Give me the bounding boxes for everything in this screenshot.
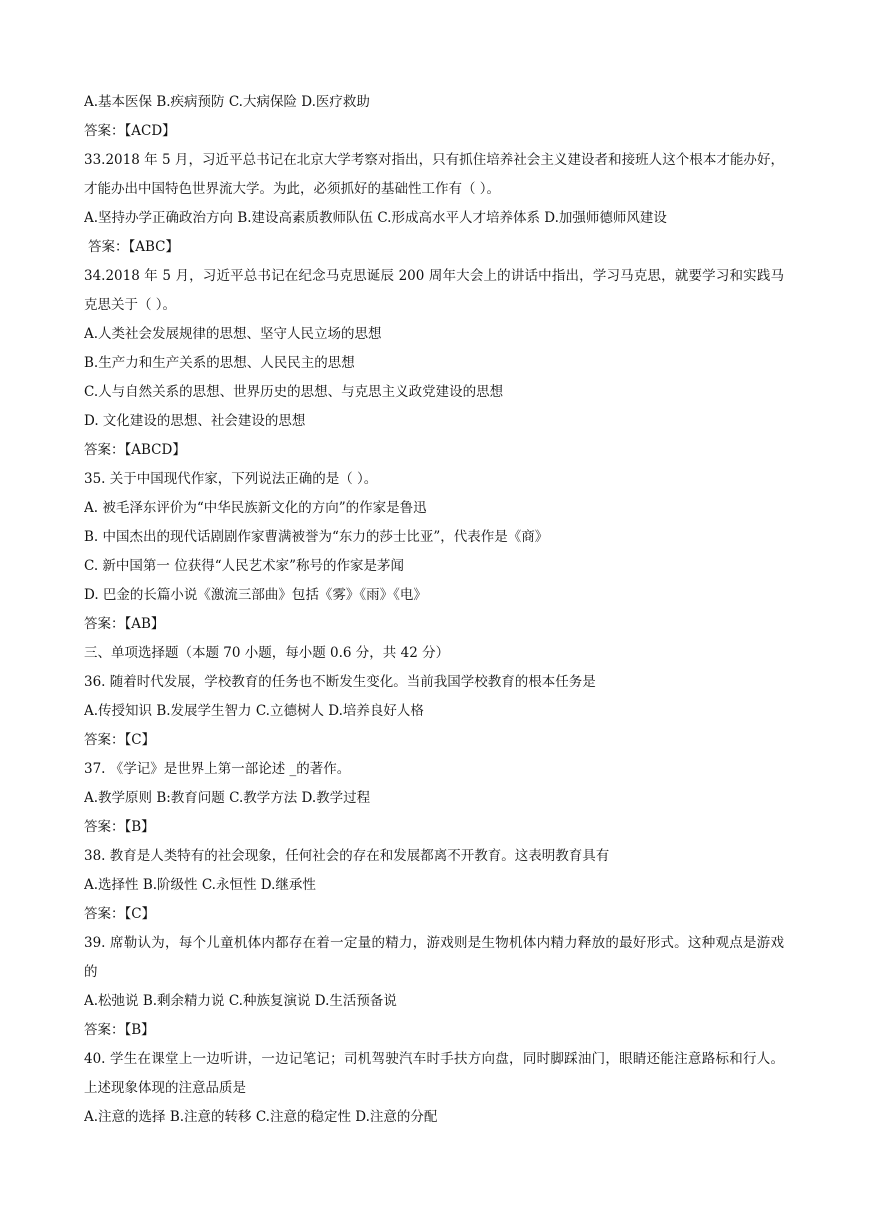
q37-answer: 答案：【B】 <box>84 819 155 835</box>
q38-answer: 答案：【C】 <box>84 906 156 922</box>
q35-option-d: D. 巴金的长篇小说《激流三部曲》包括《雾》《雨》《电》 <box>84 587 427 603</box>
q40-stem: 40. 学生在课堂上一边听讲，一边记笔记；司机驾驶汽车时手扶方向盘，同时脚踩油门，眼睛还能注意路标和行人。上述现象体现的注意品质是 <box>84 1051 784 1096</box>
q37-stem: 37. 《学记》是世界上第一部论述 _的著作。 <box>84 761 351 777</box>
q33-stem: 33.2018 年 5 月，习近平总书记在北京大学考察对指出，只有抓住培养社会主义建设者和接班人这个根本才能办好，才能办出中国特色世界流大学。为此，必须抓好的基础性工作有（ ）。 <box>84 152 784 197</box>
q32-options: A.基本医保 B.疾病预防 C.大病保险 D.医疗救助 <box>84 94 370 110</box>
q35-answer: 答案：【AB】 <box>84 616 165 632</box>
q34-stem: 34.2018 年 5 月，习近平总书记在纪念马克思诞辰 200 周年大会上的讲话中指出，学习马克思，就要学习和实践马克思关于（ ）。 <box>84 268 784 313</box>
q35-option-c: C. 新中国第一 位获得“人民艺术家”称号的作家是茅闻 <box>84 558 405 574</box>
q35-option-a: A. 被毛泽东评价为“中华民族新文化的方向”的作家是鲁迅 <box>84 500 427 516</box>
q36-stem: 36. 随着时代发展，学校教育的任务也不断发生变化。当前我国学校教育的根本任务是 <box>84 674 596 690</box>
q38-stem: 38. 教育是人类特有的社会现象，任何社会的存在和发展都离不开教育。这表明教育具有 <box>84 848 610 864</box>
q36-options: A.传授知识 B.发展学生智力 C.立德树人 D.培养良好人格 <box>84 703 424 719</box>
q32-answer: 答案：【ACD】 <box>84 123 176 139</box>
q33-answer: 答案：【ABC】 <box>88 239 179 255</box>
q34-option-b: B.生产力和生产关系的思想、人民民主的思想 <box>84 355 355 371</box>
q34-option-c: C.人与自然关系的思想、世界历史的思想、与克思主义政党建设的思想 <box>84 384 504 400</box>
q33-options: A.坚持办学正确政治方向 B.建设高素质教师队伍 C.形成高水平人才培养体系 D.加强师德师风建设 <box>84 210 667 226</box>
q34-answer: 答案：【ABCD】 <box>84 442 186 458</box>
q39-answer: 答案：【B】 <box>84 1022 155 1038</box>
q37-options: A.教学原则 B:教育问题 C.教学方法 D.教学过程 <box>84 790 371 806</box>
q39-stem: 39. 席勒认为，每个儿童机体内都存在着一定量的精力，游戏则是生物机体内精力释放的最好形式。这种观点是游戏的 <box>84 935 784 980</box>
q36-answer: 答案：【C】 <box>84 732 156 748</box>
q34-option-a: A.人类社会发展规律的思想、坚守人民立场的思想 <box>84 326 382 342</box>
q34-option-d: D. 文化建设的思想、社会建设的思想 <box>84 413 306 429</box>
section-3-title: 三、单项选择题（本题 70 小题，每小题 0.6 分，共 42 分） <box>84 645 450 661</box>
q39-options: A.松弛说 B.剩余精力说 C.种族复演说 D.生活预备说 <box>84 993 397 1009</box>
q35-stem: 35. 关于中国现代作家，下列说法正确的是（ ）。 <box>84 471 378 487</box>
q38-options: A.选择性 B.阶级性 C.永恒性 D.继承性 <box>84 877 316 893</box>
q40-options: A.注意的选择 B.注意的转移 C.注意的稳定性 D.注意的分配 <box>84 1109 438 1125</box>
q35-option-b: B. 中国杰出的现代话剧剧作家曹满被誉为“东力的莎士比亚”，代表作是《商》 <box>84 529 549 545</box>
document-page <box>84 88 784 1132</box>
